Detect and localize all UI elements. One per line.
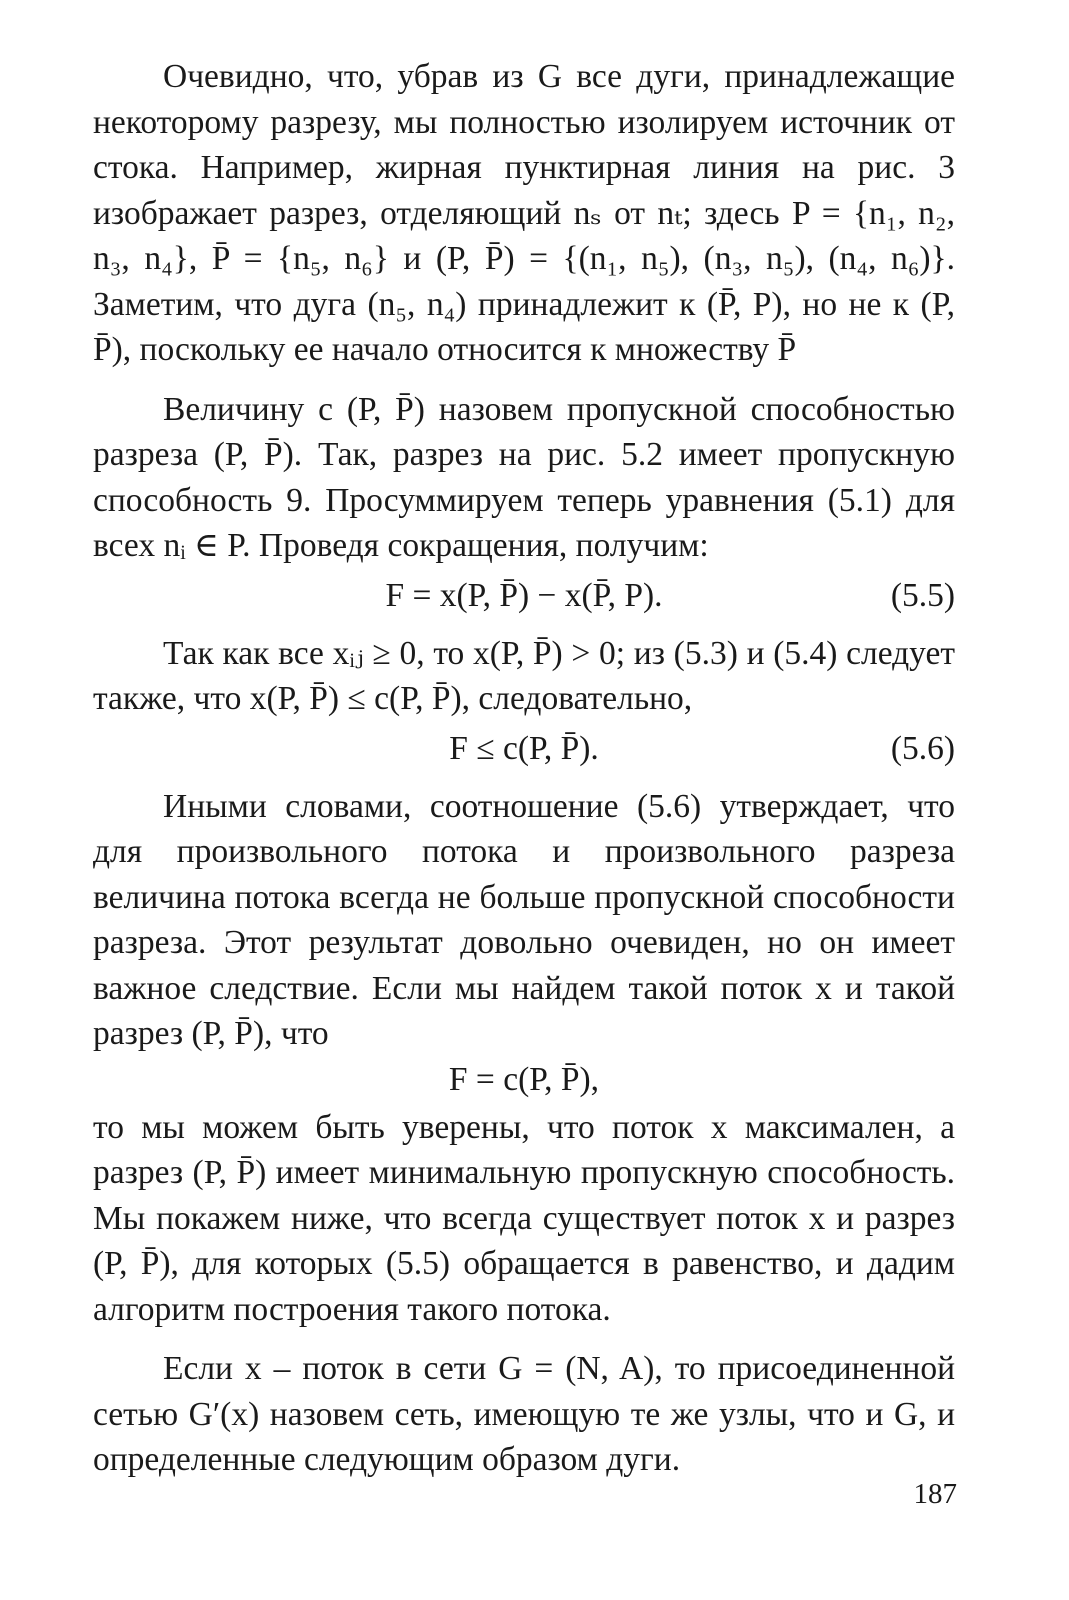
equation-unnumbered-formula: F = c(P, P̄), (448, 1060, 600, 1098)
equation-5-6 (93, 726, 955, 776)
paragraph-6: Если x – поток в сети G = (N, A), то присоединенной сетью G′(x) назовем сеть, имеющую те же узлы, что и G, и определенные следующим образом дуги. (93, 1350, 955, 1478)
paragraph-5: то мы можем быть уверены, что поток x максимален, а разрез (P, P̄) имеет минимальную пропускную способность. Мы покажем ниже, что всегда существует поток x и разрез (P, P̄), для которых (5.5) обращается в равенство, и дадим алгоритм построения такого потока. (93, 1108, 955, 1328)
equation-unnumbered (93, 1057, 955, 1105)
page-number: 187 (913, 1478, 957, 1510)
equation-5-6-formula: F ≤ c(P, P̄). (449, 729, 599, 767)
paragraph-1: Очевидно, что, убрав из G все дуги, принадлежащие некоторому разрезу, мы полностью изолируем источник от стока. Например, жирная пунктирная линия на рис. 3 изображает разрез, отделяющий nₛ от nₜ; здесь P = {n₁, n₂, n₃, n₄}, P̄ = {n₅, n₆} и (P, P̄) = {(n₁, n₅), (n₃, n₅), (n₄, n₆)}. Заметим, что дуга (n₅, n₄) принадлежит к (P̄, P), но не к (P, P̄), поскольку ее начало относится к множеству P̄ (93, 58, 955, 368)
page-text (93, 54, 955, 1483)
paragraph-4: Иными словами, соотношение (5.6) утверждает, что для произвольного потока и произвольного разреза величина потока всегда не больше пропускной способности разреза. Этот результат довольно очевиден, но он имеет важное следствие. Если мы найдем такой поток x и такой разрез (P, P̄), что (93, 787, 955, 1052)
paragraph-3: Так как все xᵢⱼ ≥ 0, то x(P, P̄) > 0; из (5.3) и (5.4) следует также, что x(P, P̄) ≤ c(P, P̄), следовательно, (93, 634, 955, 717)
equation-5-6-number: (5.6) (890, 729, 955, 767)
equation-5-5 (93, 573, 955, 623)
paragraph-2: Величину c (P, P̄) назовем пропускной способностью разреза (P, P̄). Так, разрез на рис. 5.2 имеет пропускную способность 9. Просуммируем теперь уравнения (5.1) для всех nᵢ ∈ P. Проведя сокращения, получим: (93, 390, 955, 564)
equation-5-5-number: (5.5) (890, 576, 955, 614)
equation-5-5-formula: F = x(P, P̄) − x(P̄, P). (385, 576, 663, 614)
